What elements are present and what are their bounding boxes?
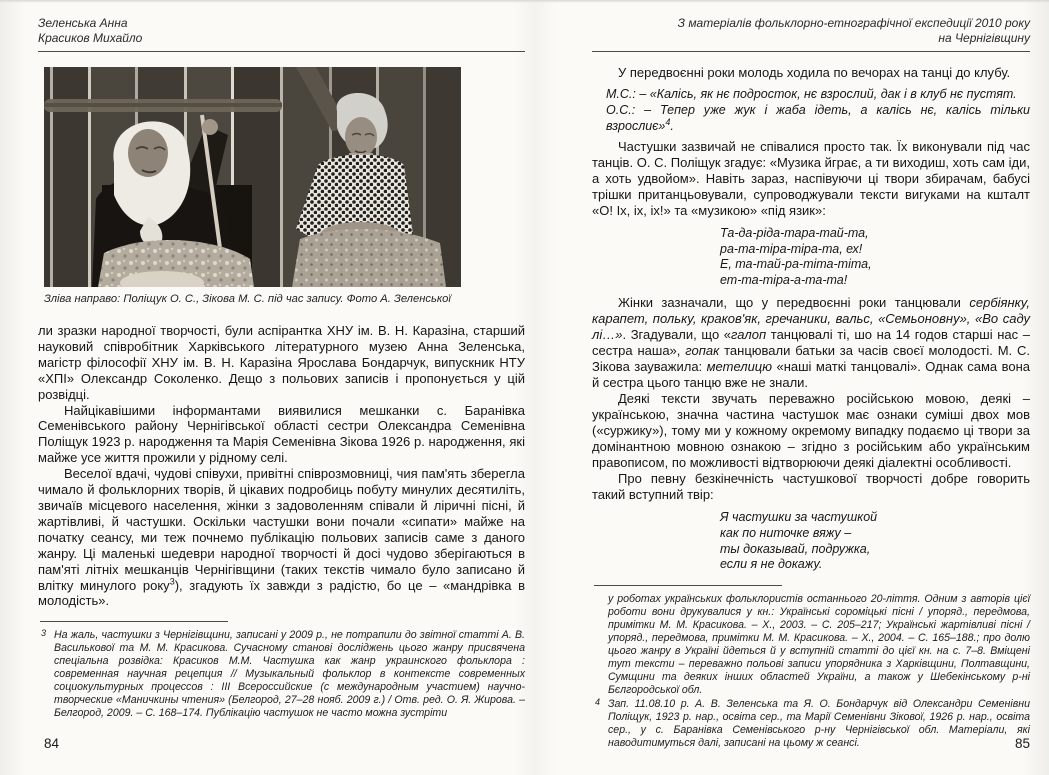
quote-line: О.С.: – Тепер уже жук і жаба ідеть, а калісь нє, калісь тільки взрослиє»$^4$. — [606, 103, 1030, 133]
title-line-1: З матеріалів фольклорно-етнографічної експедиції 2010 року — [677, 16, 1030, 30]
verse-line: как по ниточке вяжу – — [720, 525, 852, 540]
footnote-number: 3 — [41, 628, 47, 639]
right-page — [592, 16, 1030, 751]
paragraph: Веселої вдачі, чудові співухи, привітні співрозмовниці, чия пам'ять зберегла чимало й фольклорних творів, й цікавих подробиць побуту минулих десятиліть, звичаїв місцевого населення, жінки з задоволенням співали й ліричні пісні, й жартівливі, й частушки. Оскільки частушки вони почали «сипати» майже на початку сеансу, ми теж почнемо публікацію польових записів саме з даного жанру. Ці маленькі шедеври народної творчості й досі чудово зберігаються в пам'яті літніх мешканців Чернігівщини (таких текстів чимало було записано й влітку минулого року$^3$), згадують їх завжди з радістю, бо це – «мандрівка в молодість». — [38, 466, 525, 609]
footnote-number: 4 — [595, 696, 601, 707]
paragraph: Жінки зазначали, що у передвоєнні роки танцювали сербіянку, карапет, польку, краков'як, гречаники, вальс, «Семьоновну», «Во саду лі…». Згадували, що «галоп танцювалі ті, шо на 14 годов старші нас – сестра наша», гопак танцювали батьки за часів своєї молодості. М. С. Зікова зауважила: метелицю «наші маткі танцовалі». Однак сама вона й сестра цього танцю вже не знали. — [592, 295, 1031, 391]
page-number-right: 85 — [1014, 736, 1030, 751]
photo-caption: Зліва направо: Поліщук О. С., Зікова М. С. під час запису. Фото А. Зеленської — [44, 293, 451, 305]
verse-line: ет-та-тіра-а-та-та! — [720, 272, 848, 287]
verse-line: Е, та-тай-ра-тіта-тіта, — [720, 257, 872, 272]
verse-line: ра-та-тіра-тіра-та, ех! — [720, 241, 863, 256]
quote-line: М.С.: – «Калісь, як нє подросток, нє взрослий, дак і в клуб нє пустят. — [606, 87, 1017, 101]
verse-line: если я не докажу. — [720, 557, 823, 572]
header-rule — [592, 51, 1030, 52]
footnote-rule — [594, 585, 782, 586]
left-footnotes — [38, 629, 525, 720]
author-line-1: Зеленська Анна — [38, 16, 128, 30]
left-page — [38, 16, 525, 721]
field-recording-photo — [44, 67, 461, 287]
paragraph: ли зразки народної творчості, були аспірантка ХНУ ім. В. Н. Каразіна, старший науковий співробітник Харківського літературного музею Анна Зеленська, магістр філософії ХНУ ім. В. Н. Каразіна Ярослава Бондарчук, випускник НТУ «ХПІ» Олександр Соколенко. Дещо з польових записів і пропонується у цій розвідці. — [38, 323, 525, 402]
left-body-text — [38, 323, 525, 609]
title-line-2: на Чернігівщину — [938, 31, 1030, 45]
verse-line: ты доказывай, подружка, — [720, 541, 871, 556]
footnote-rule — [40, 621, 228, 622]
paragraph: Найцікавішими інформантами виявилися мешканки с. Баранівка Семенівського району Чернігівської області сестри Олександра Семенівна Поліщук 1923 р. народження та Марія Семенівна Зікова 1926 р. народження, які майже усе життя прожили у рідному селі. — [38, 402, 525, 466]
verse-block — [720, 510, 1030, 572]
photo-illustration — [44, 67, 461, 287]
header-rule — [38, 51, 525, 52]
running-head-authors — [38, 16, 525, 46]
verse-block — [720, 226, 1030, 288]
paragraph: У передвоєнні роки молодь ходила по вечорах на танці до клубу. — [618, 65, 1011, 80]
running-head-title — [592, 16, 1030, 46]
footnote: 4 Зап. 11.08.10 р. А. В. Зеленська та Я. О. Бондарчук від Олександри Семенівни Поліщук, 1923 р. нар., освіта сер., та Марії Семенівни Зікової, 1926 р. нар., освіта сер., у с. Баранівка Семенівського р-ну Чернігівської обл. Матеріали, які наводитимуться далі, записані на цьому ж сеансі. — [595, 696, 1030, 749]
paragraph: Частушки зазвичай не співалися просто так. Їх виконували під час танців. О. С. Поліщук згадує: «Музика йграє, а ти виходиш, хоть сам іди, а хоть удвойом». Навіть зараз, наспівуючи ці твори збирачам, бабусі трішки пританцьовували, супроводжували тексти вигуками на кшталт «О! Іх, іх, іх!» та «музикою» «під язик»: — [592, 139, 1030, 218]
paragraph: Деякі тексти звучать переважно російською мовою, деякі – українською, значна частина частушок має ознаки суміші двох мов («суржику»), тому ми у кожному окремому випадку подаємо ці твори за домінантною мовною ознакою – згідно з російським або українським правописом, по можливості відтворюючи деякі діалектні особливості. — [592, 391, 1030, 471]
paragraph: Про певну безкінечність частушкової творчості добре говорить такий вступний твір: — [592, 471, 1030, 503]
right-footnotes — [592, 593, 1030, 750]
quote-block — [606, 86, 1030, 134]
verse-line: Я частушки за частушкой — [720, 510, 878, 525]
right-body-text — [592, 65, 1030, 573]
verse-line: Та-да-ріда-тара-тай-та, — [720, 226, 869, 240]
page-number-left: 84 — [44, 736, 60, 751]
footnote: у роботах українських фольклористів останнього 20-ліття. Одним з авторів цієї роботи вони друкувалися у кн.: Українські сороміцькі пісні / упоряд., передмова, примітки М. М. Красикова. – Х., 2003. – С. 205–217; Українські жартівливі пісні / упоряд., передмова, примітки М. М. Красикова. – Х., 2004. – С. 165–188.; про долю цього жанру в Україні йдеться й у вступній статті до цієї кн. на с. 7–8. Вміщені тут тексти – переважно польові записи упорядника з Харківщини, Полтавщини, Сумщини та деяких інших областей України, а також у Шебекінському р-ні Бєлгородської обл. — [608, 592, 1030, 696]
author-line-2: Красиков Михайло — [38, 31, 143, 45]
scan-edge — [0, 0, 1049, 3]
footnote: 3 На жаль, частушки з Чернігівщини, записані у 2009 р., не потрапили до звітної статті А. В. Василькової та М. М. Красикова. Сучасному станові досліджень цього жанру присвячена спеціальна розвідка: Красиков М.М. Частушка как жанр украинского фольклора : современная научная рецепция // Музыкальный фольклор в контексте современных социокультурных процессов : ІІІ Всероссийские (с международным участием) научно-творческие «Маничкины чтения» (Белгород, 27–28 нояб. 2009 г.) / Отв. ред. О. Я. Жирова. – Белгород, 2009. – С. 168–174. Публікацію частушок не часто можна зустріти — [41, 628, 525, 720]
